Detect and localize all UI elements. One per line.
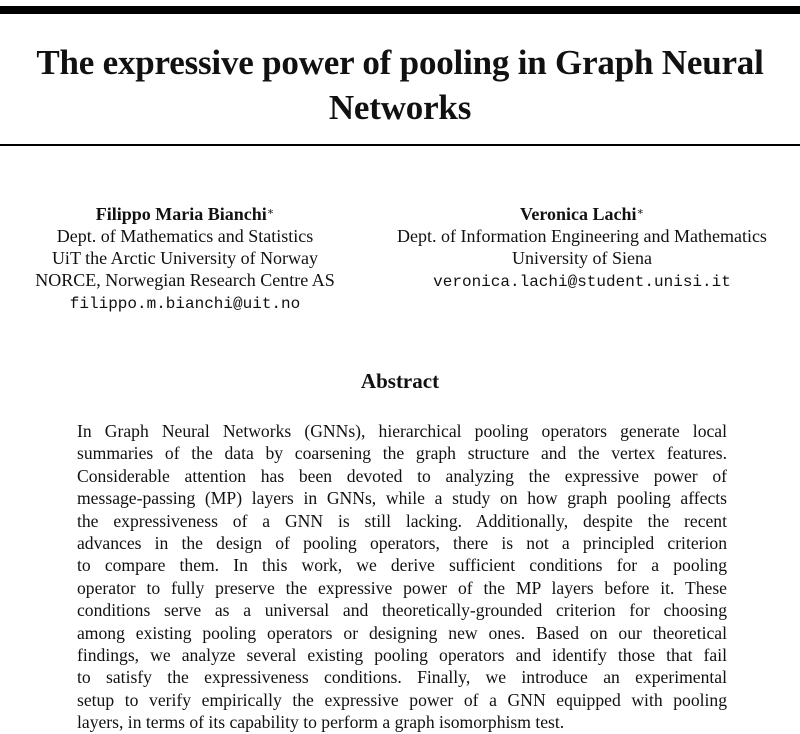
equal-contribution-marker: ∗	[266, 206, 275, 218]
author-affiliation: University of Siena	[512, 248, 652, 268]
abstract-line: to compare them. In this work, we derive sufficient conditions for a pooling	[77, 555, 727, 576]
abstract-line: advances in the design of pooling operators, there is not a principled criterion	[77, 533, 727, 554]
author-affiliation: UiT the Arctic University of Norway	[51, 248, 319, 268]
abstract-line: In Graph Neural Networks (GNNs), hierarchical pooling operators generate local	[77, 421, 727, 441]
author-affiliation: Dept. of Mathematics and Statistics	[56, 226, 314, 246]
author-affiliation: Dept. of Information Engineering and Mathematics	[397, 226, 767, 246]
author-name-text: Veronica Lachi	[520, 204, 637, 224]
abstract-line: findings, we analyze several existing pooling operators and identify those that fail	[77, 645, 727, 666]
top-rule	[0, 6, 800, 14]
paper-title	[0, 40, 800, 130]
abstract-line: the expressiveness of a GNN is still lacking. Additionally, despite the recent	[77, 510, 727, 531]
abstract-body	[77, 420, 727, 734]
author-block-bianchi	[0, 203, 370, 315]
author-email: veronica.lachi@student.unisi.it	[433, 273, 731, 291]
author-affiliation: NORCE, Norwegian Research Centre AS	[35, 270, 335, 290]
abstract-line: conditions serve as a universal and theoretically-grounded criterion for choosing	[77, 600, 727, 621]
abstract-line: setup to verify empirically the expressive power of a GNN equipped with pooling	[77, 689, 727, 710]
abstract-line: layers, in terms of its capability to perform a graph isomorphism test.	[77, 712, 565, 733]
abstract-line: to satisfy the expressiveness conditions. Finally, we introduce an experimental	[77, 667, 727, 688]
abstract-line: summaries of the data by coarsening the graph structure and the vertex features.	[77, 443, 727, 464]
title-bottom-rule	[0, 144, 800, 146]
title-line-1: The expressive power of pooling in Graph Neural	[36, 43, 764, 82]
author-block-lachi	[368, 203, 796, 293]
abstract-line: among existing pooling operators or designing new ones. Based on our theoretical	[77, 622, 727, 643]
title-line-2: Networks	[328, 88, 472, 127]
abstract-line: Considerable attention has been devoted to analyzing the expressive power of	[77, 465, 727, 486]
abstract-heading: Abstract	[360, 369, 440, 393]
author-name	[368, 203, 796, 225]
author-name-text: Filippo Maria Bianchi	[95, 204, 267, 224]
abstract-line: operator to fully preserve the expressive power of the MP layers before it. These	[77, 577, 727, 598]
author-email: filippo.m.bianchi@uit.no	[69, 295, 301, 313]
abstract-line: message-passing (MP) layers in GNNs, while a study on how graph pooling affects	[77, 488, 727, 509]
author-name	[0, 203, 370, 225]
equal-contribution-marker: ∗	[636, 206, 644, 218]
